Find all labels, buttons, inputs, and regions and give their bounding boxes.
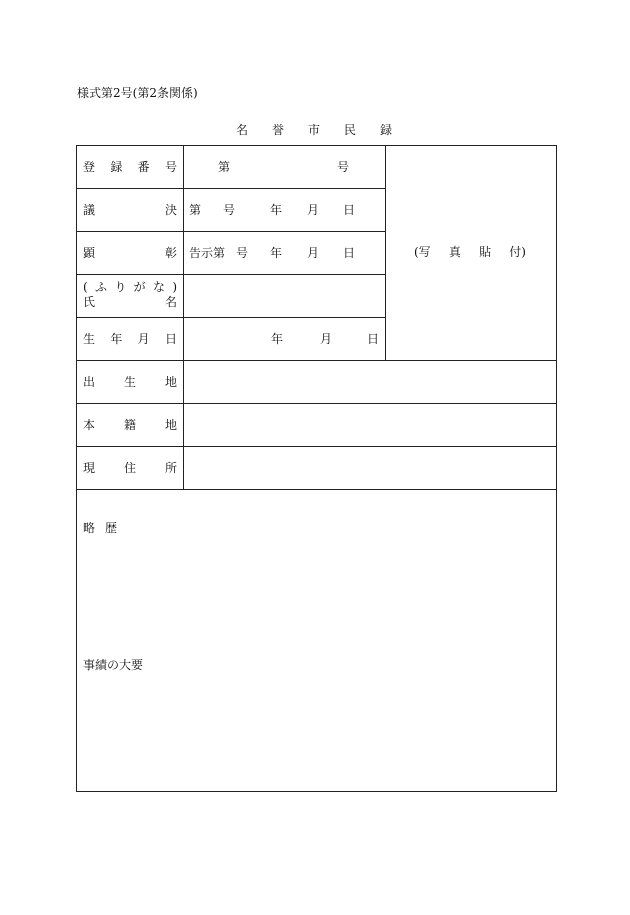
commendation-field — [184, 232, 384, 274]
form-number: 様式第2号(第2条関係) — [77, 86, 198, 100]
number-suffix: 号 — [236, 246, 249, 260]
label-char: ( — [83, 280, 88, 294]
label-char: り — [114, 280, 127, 294]
label-char: 録 — [110, 160, 123, 174]
label-char: 地 — [164, 418, 177, 432]
domicile-field — [184, 404, 556, 446]
photo-char: (写 — [414, 245, 431, 259]
number-suffix: 号 — [337, 160, 350, 174]
title-char: 録 — [379, 123, 392, 137]
birthdate-label — [83, 332, 177, 346]
label-char: 顕 — [83, 246, 96, 260]
label-char: 月 — [137, 332, 150, 346]
address-field — [184, 447, 556, 489]
title-char: 市 — [307, 123, 320, 137]
label-char: 議 — [83, 203, 96, 217]
registration-number-field — [184, 146, 384, 188]
label-char: 生 — [123, 375, 136, 389]
year-unit: 年 — [270, 246, 283, 260]
day-unit: 日 — [343, 246, 356, 260]
photo-char: 貼 — [479, 245, 492, 259]
month-unit: 月 — [307, 246, 320, 260]
name-field — [184, 275, 384, 317]
label-char: 地 — [164, 375, 177, 389]
number-prefix: 第 — [189, 203, 202, 217]
day-unit: 日 — [367, 332, 380, 346]
registration-number-label — [83, 160, 177, 174]
label-char: ) — [172, 280, 177, 294]
photo-char: 真 — [448, 245, 461, 259]
number-prefix: 第 — [218, 160, 231, 174]
label-char: 本 — [83, 418, 96, 432]
label-char: 住 — [123, 461, 136, 475]
domicile-label — [83, 418, 177, 432]
label-char: 略 — [83, 521, 96, 535]
label-char: 現 — [83, 461, 96, 475]
resolution-label — [83, 203, 177, 217]
photo-area — [386, 146, 556, 360]
label-char: 氏 — [83, 295, 96, 309]
photo-instruction — [414, 245, 526, 259]
photo-char: 付) — [509, 245, 526, 259]
label-char: な — [152, 280, 165, 294]
year-unit: 年 — [270, 203, 283, 217]
address-label — [83, 461, 177, 475]
label-char: 歴 — [104, 521, 117, 535]
resolution-field — [184, 189, 384, 231]
title-char: 名 — [236, 123, 249, 137]
notice-prefix: 告示第 — [189, 246, 226, 260]
commendation-label — [83, 246, 177, 260]
biography-achievements-area — [77, 490, 556, 790]
label-char: 生 — [83, 332, 96, 346]
label-char: 所 — [164, 461, 177, 475]
label-char: 決 — [164, 203, 177, 217]
birthplace-label — [83, 375, 177, 389]
day-unit: 日 — [343, 203, 356, 217]
label-char: 日 — [164, 332, 177, 346]
biography-label — [83, 521, 117, 535]
birthdate-field — [184, 318, 384, 360]
name-label — [83, 295, 177, 309]
document-title — [236, 123, 392, 137]
month-unit: 月 — [320, 332, 333, 346]
label-char: 彰 — [164, 246, 177, 260]
label-char: 籍 — [123, 418, 136, 432]
furigana-label — [83, 280, 177, 294]
label-char: ふ — [95, 280, 108, 294]
number-suffix: 号 — [223, 203, 236, 217]
label-char: 番 — [137, 160, 150, 174]
label-char: 年 — [110, 332, 123, 346]
title-char: 民 — [343, 123, 356, 137]
label-char: 名 — [164, 295, 177, 309]
label-char: が — [133, 280, 146, 294]
month-unit: 月 — [307, 203, 320, 217]
birthplace-field — [184, 361, 556, 403]
year-unit: 年 — [271, 332, 284, 346]
label-char: 登 — [83, 160, 96, 174]
label-char: 号 — [164, 160, 177, 174]
label-char: 出 — [83, 375, 96, 389]
achievements-label: 事績の大要 — [83, 658, 144, 672]
title-char: 誉 — [271, 123, 284, 137]
